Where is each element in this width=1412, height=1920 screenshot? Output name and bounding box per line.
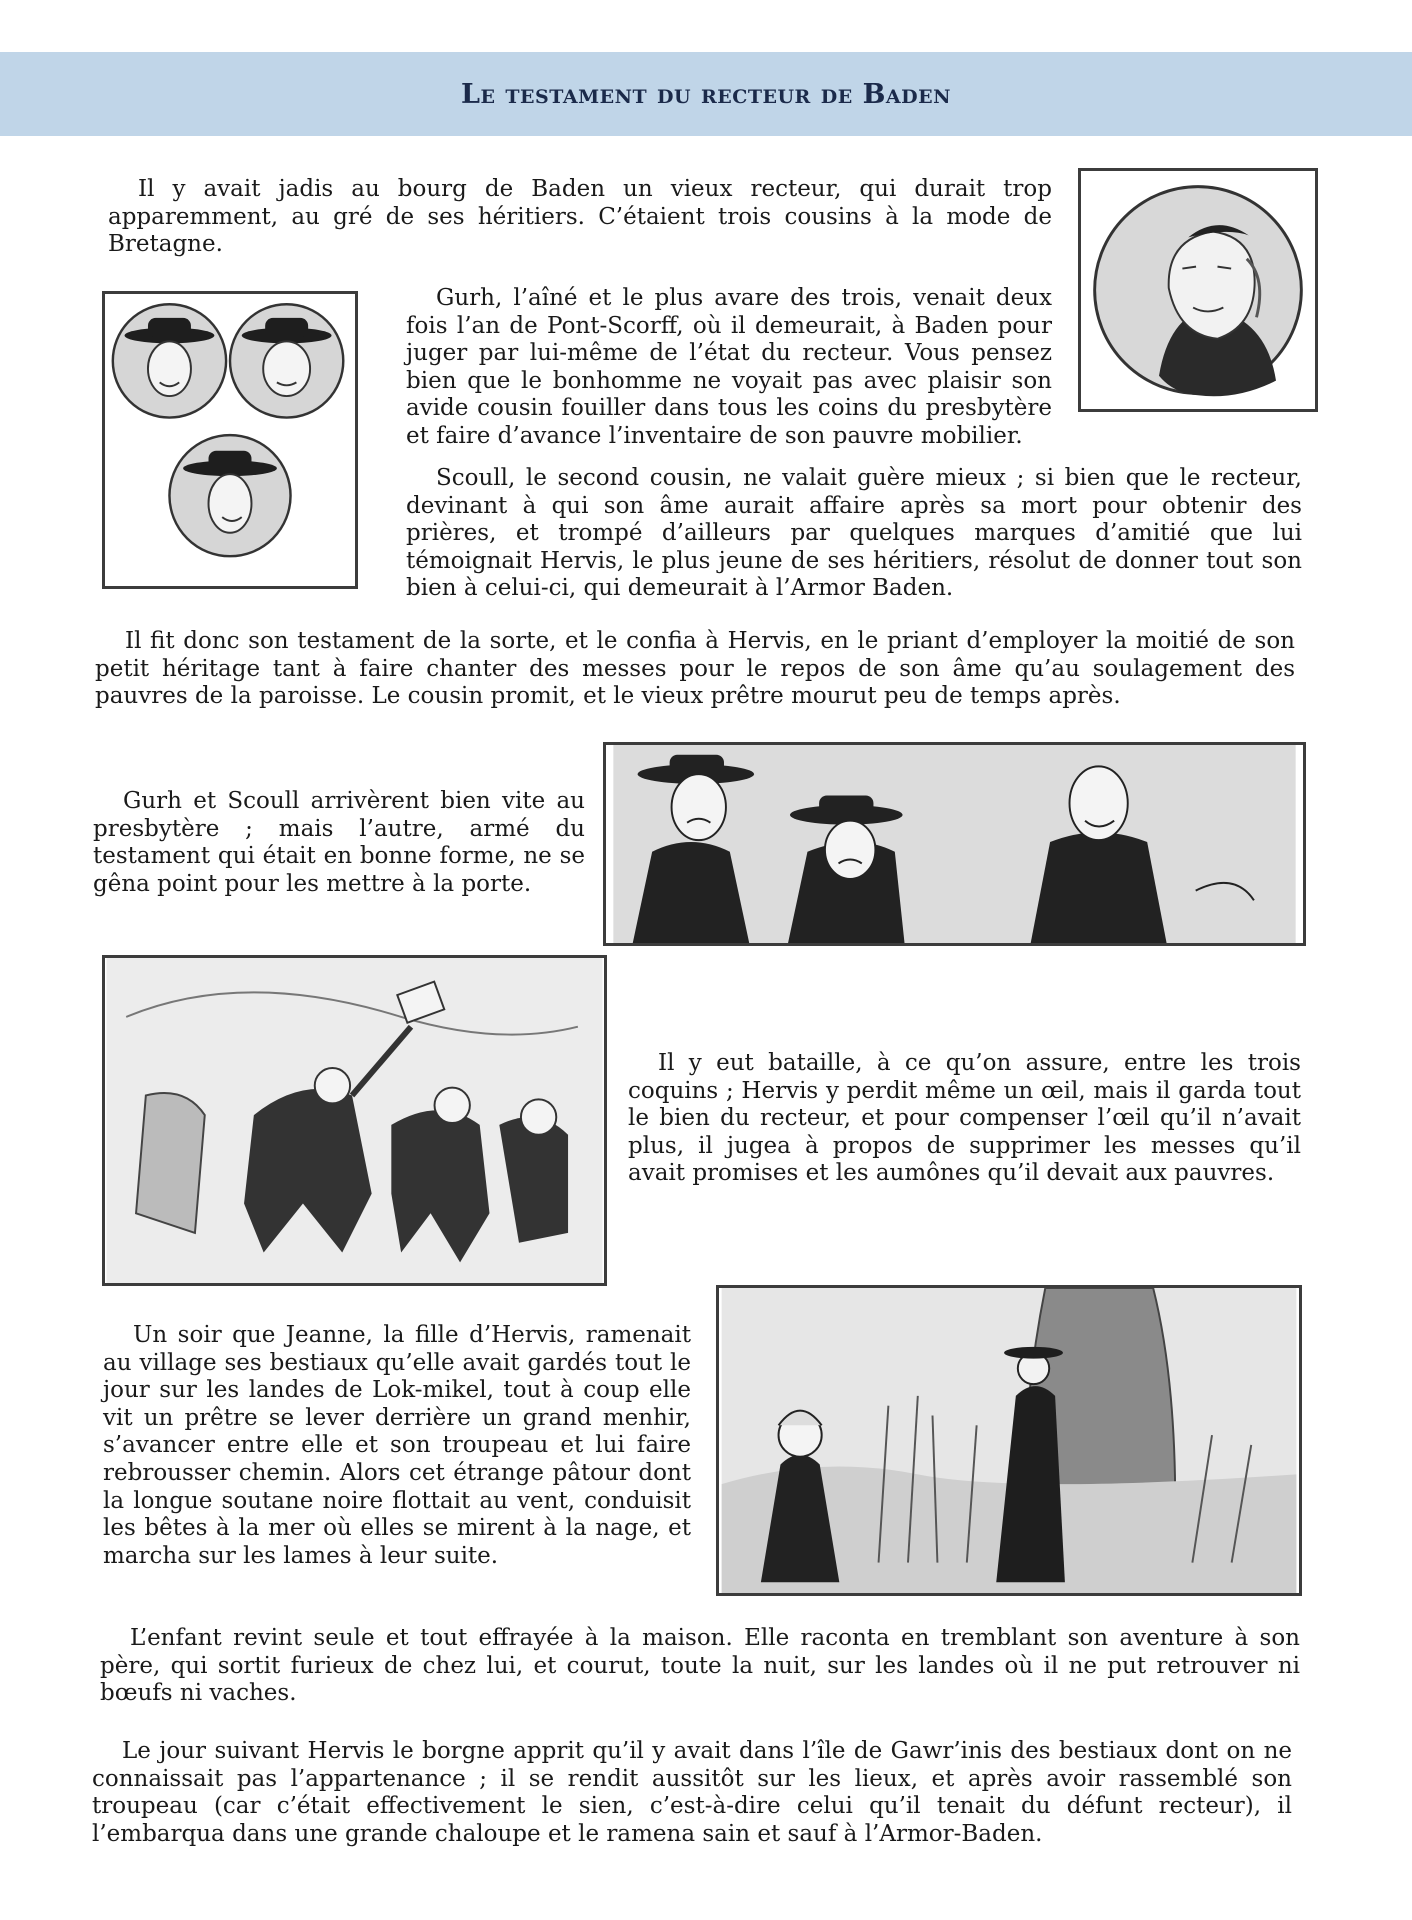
paragraph-4: Il fit donc son testament de la sorte, et le confia à Hervis, en le priant d’employer la moitié de son petit héritage tant à faire chanter des messes pour le repos de son âme qu’au soulagement des pauvres de la paroisse. Le cousin promit, et le vieux prêtre mourut peu de temps après.: [95, 628, 1295, 710]
recteur-portrait-illustration: [1078, 168, 1318, 412]
paragraph-3: Scoull, le second cousin, ne valait guère mieux ; si bien que le recteur, devinant à qui son âme aurait affaire après sa mort pour obtenir des prières, et trompé d’ailleurs par quelques marques d’amitié que lui témoignait Hervis, le plus jeune de ses héritiers, résolut de donner tout son bien à celui-ci, qui demeurait à l’Armor Baden.: [406, 465, 1302, 602]
paragraph-1: Il y avait jadis au bourg de Baden un vieux recteur, qui durait trop apparemment, au gré de ses héritiers. C’étaient trois cousins à la mode de Bretagne.: [108, 176, 1052, 258]
fight-scene-illustration: [102, 955, 607, 1286]
paragraph-6: Il y eut bataille, à ce qu’on assure, entre les trois coquins ; Hervis y perdit même un œil, mais il garda tout le bien du recteur, et pour compenser l’œil qu’il n’avait plus, il jugea à propos de supprimer les messes qu’il avait promises et les aumônes qu’il devait aux pauvres.: [628, 1050, 1301, 1187]
page-title: Le testament du recteur de Baden: [461, 78, 951, 110]
title-banner: [0, 52, 1412, 136]
menhir-scene-illustration: [716, 1285, 1302, 1596]
paragraph-8: L’enfant revint seule et tout effrayée à la maison. Elle raconta en tremblant son aventure à son père, qui sortit furieux de chez lui, et courut, toute la nuit, sur les landes où il ne put retrouver ni bœufs ni vaches.: [100, 1625, 1300, 1707]
paragraph-9: Le jour suivant Hervis le borgne apprit qu’il y avait dans l’île de Gawr’inis des bestiaux dont on ne connaissait pas l’appartenance ; il se rendit aussitôt sur les lieux, et après avoir rassemblé son troupeau (car c’était effectivement le sien, c’est-à-dire celui qu’il tenait du défunt recteur), il l’embarqua dans une grande chaloupe et le ramena sain et sauf à l’Armor-Baden.: [92, 1738, 1292, 1847]
paragraph-2: Gurh, l’aîné et le plus avare des trois, venait deux fois l’an de Pont-Scorff, où il demeurait, à Baden pour juger par lui-même de l’état du recteur. Vous pensez bien que le bonhomme ne voyait pas avec plaisir son avide cousin fouiller dans tous les coins du presbytère et faire d’avance l’inventaire de son pauvre mobilier.: [406, 285, 1052, 449]
three-cousins-illustration: [102, 291, 358, 589]
paragraph-7: Un soir que Jeanne, la fille d’Hervis, ramenait au village ses bestiaux qu’elle avait gardés tout le jour sur les landes de Lok-mikel, tout à coup elle vit un prêtre se lever derrière un grand menhir, s’avancer entre elle et son troupeau et lui faire rebrousser chemin. Alors cet étrange pâtour dont la longue soutane noire flottait au vent, conduisit les bêtes à la mer où elles se mirent à la nage, et marcha sur les lames à leur suite.: [103, 1322, 691, 1569]
cousins-confrontation-illustration: [603, 742, 1306, 946]
paragraph-5: Gurh et Scoull arrivèrent bien vite au presbytère ; mais l’autre, armé du testament qui était en bonne forme, ne se gêna point pour les mettre à la porte.: [93, 788, 585, 897]
